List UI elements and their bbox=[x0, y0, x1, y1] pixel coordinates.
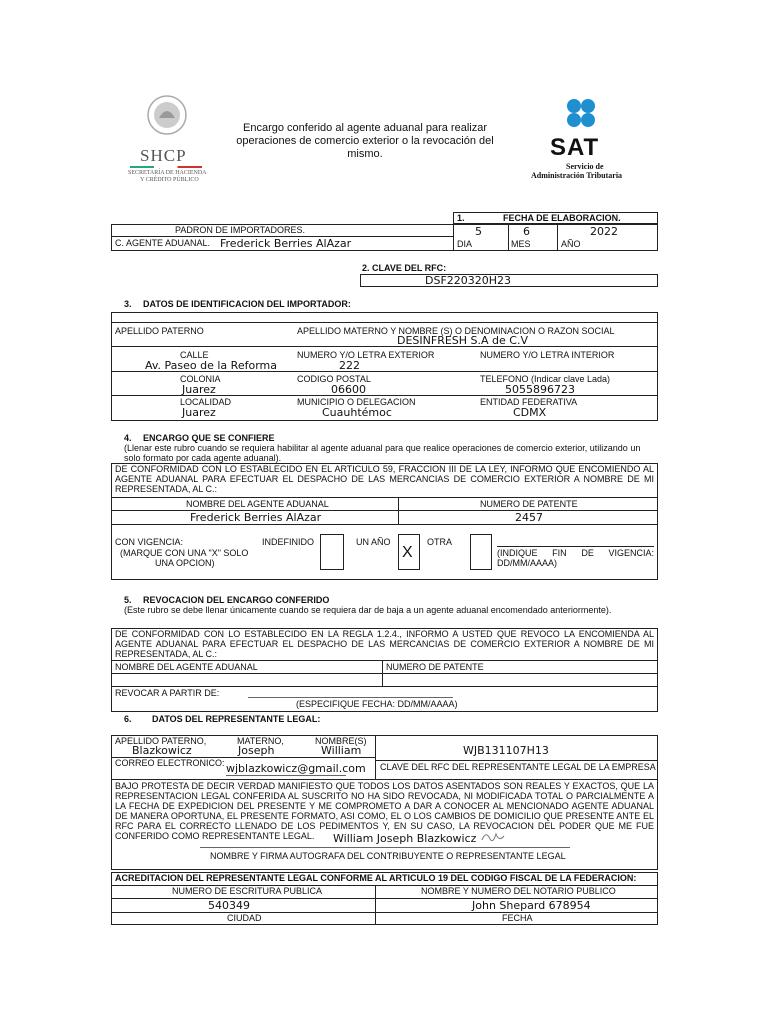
section3-num: 3. bbox=[124, 299, 132, 309]
section1-num: 1. bbox=[457, 213, 465, 223]
encargo-col-divider bbox=[398, 497, 399, 524]
sat-subtitle-2: Administración Tributaria bbox=[531, 171, 623, 180]
encargo-statement: DE CONFORMIDAD CON LO ESTABLECIDO EN EL ARTICULO 59, FRACCION III DE LA LEY, INFORMO QUE ENCOMIENDO AL AGENTE ADUANAL PARA EFECTUAR EL DESPACHO DE LAS MERCANCIAS DE COMERCIO EXTERIOR A NOMBRE DE MI REPRESENTADA, AL C.: bbox=[115, 464, 654, 494]
ano-value[interactable]: 2022 bbox=[590, 225, 618, 238]
otra-label: OTRA bbox=[427, 537, 453, 547]
title-line-3: mismo. bbox=[347, 148, 383, 160]
dia-label: DIA bbox=[457, 239, 473, 249]
un-ano-mark: X bbox=[402, 544, 413, 561]
acred-col-divider bbox=[375, 885, 376, 925]
section6-heading: DATOS DEL REPRESENTANTE LEGAL: bbox=[152, 714, 321, 724]
revocacion-line-2 bbox=[111, 673, 658, 674]
fecha-heading: FECHA DE ELABORACION. bbox=[503, 213, 621, 223]
paterno-value[interactable]: Blazkowicz bbox=[132, 744, 192, 757]
encargo-nombre-value[interactable]: Frederick Berries AlAzar bbox=[190, 511, 322, 524]
section4-num: 4. bbox=[124, 433, 132, 443]
localidad-value[interactable]: Juarez bbox=[182, 406, 216, 419]
especifique-label: (ESPECIFIQUE FECHA: DD/MM/AAAA) bbox=[296, 699, 458, 709]
encargo-line-3 bbox=[111, 524, 658, 525]
encargo-patente-value[interactable]: 2457 bbox=[515, 511, 543, 524]
mes-ano-divider bbox=[557, 224, 558, 251]
revocacion-col-divider bbox=[382, 660, 383, 686]
title-line-2: operaciones de comercio exterior o la revocación del bbox=[236, 135, 494, 147]
document-title bbox=[225, 122, 505, 161]
revocacion-line-1 bbox=[111, 660, 658, 661]
materno-label: MATERNO, bbox=[237, 736, 284, 746]
calle-value[interactable]: Av. Paseo de la Reforma bbox=[145, 359, 277, 372]
row-line-1 bbox=[111, 322, 658, 323]
sat-dots-icon bbox=[566, 98, 606, 138]
razon-social-value[interactable]: DESINFRESH S.A de C.V bbox=[397, 334, 528, 347]
revocacion-statement: DE CONFORMIDAD CON LO ESTABLECIDO EN LA REGLA 1.2.4., INFORMO A USTED QUE REVOCO LA ENCOMIENDA AL AGENTE ADUANAL PARA EFECTUAR EL DESPACHO DE LAS MERCANCIAS DE COMERCIO EXTERIOR A NOMBRE DE MI REPRESENTADA, AL C.: bbox=[115, 629, 654, 659]
calle-label: CALLE bbox=[180, 350, 209, 360]
un-ano-label: UN AÑO bbox=[356, 537, 391, 547]
revocacion-nombre-label: NOMBRE DEL AGENTE ADUANAL bbox=[115, 662, 258, 672]
indefinido-checkbox[interactable] bbox=[320, 534, 344, 570]
rfc-rep-value[interactable]: WJB131107H13 bbox=[463, 744, 549, 757]
acreditacion-heading: ACREDITACION DEL REPRESENTANTE LEGAL CONFORME AL ARTICULO 19 DEL CODIGO FISCAL DE LA FEDERACION: bbox=[115, 873, 637, 883]
cp-value[interactable]: 06600 bbox=[331, 383, 366, 396]
telefono-value[interactable]: 5055896723 bbox=[505, 383, 575, 396]
signature-icon bbox=[480, 830, 506, 844]
num-ext-label: NUMERO Y/O LETRA EXTERIOR bbox=[297, 350, 435, 360]
entidad-label: ENTIDAD FEDERATIVA bbox=[480, 397, 578, 407]
mexico-coat-of-arms-icon bbox=[147, 94, 187, 136]
revocar-label: REVOCAR A PARTIR DE: bbox=[115, 688, 220, 698]
telefono-label: TELEFONO (Indicar clave Lada) bbox=[480, 374, 611, 384]
num-int-label: NUMERO Y/O LETRA INTERIOR bbox=[480, 350, 615, 360]
rfc-heading: 2. CLAVE DEL RFC: bbox=[362, 263, 447, 273]
rfc-value[interactable]: DSF220320H23 bbox=[425, 274, 512, 287]
materno-value[interactable]: Joseph bbox=[238, 744, 275, 757]
section6-num: 6. bbox=[124, 714, 132, 724]
colonia-label: COLONIA bbox=[180, 374, 221, 384]
clave-rfc-label: CLAVE DEL RFC DEL REPRESENTANTE LEGAL DE LA EMPRESA bbox=[380, 762, 656, 772]
acred-line-3 bbox=[111, 912, 658, 913]
entidad-value[interactable]: CDMX bbox=[513, 406, 547, 419]
shcp-divider bbox=[130, 166, 202, 168]
shcp-logo bbox=[122, 92, 212, 182]
correo-value[interactable]: wjblazkowicz@gmail.com bbox=[226, 762, 366, 775]
padron-label: PADRON DE IMPORTADORES. bbox=[175, 225, 306, 235]
rep-row-line-3 bbox=[111, 779, 658, 780]
mes-value[interactable]: 6 bbox=[523, 225, 530, 238]
nombres-label: NOMBRE(S) bbox=[315, 736, 367, 746]
shcp-logo-text: SHCP bbox=[140, 146, 187, 165]
sat-logo bbox=[528, 96, 643, 186]
colonia-value[interactable]: Juarez bbox=[182, 383, 216, 396]
title-line-1: Encargo conferido al agente aduanal para realizar bbox=[243, 122, 487, 134]
revocacion-line-3 bbox=[111, 686, 658, 687]
agente-label: C. AGENTE ADUANAL. bbox=[115, 238, 211, 248]
sat-subtitle-1: Servicio de bbox=[566, 162, 604, 171]
revocar-line bbox=[248, 697, 453, 698]
section5-heading: REVOCACION DEL ENCARGO CONFERIDO bbox=[143, 595, 330, 605]
rep-col-divider bbox=[375, 735, 376, 779]
ciudad-label: CIUDAD bbox=[227, 913, 262, 923]
notario-label: NOMBRE Y NUMERO DEL NOTARIO PUBLICO bbox=[421, 886, 616, 896]
firma-label: NOMBRE Y FIRMA AUTOGRAFA DEL CONTRIBUYENTE O REPRESENTANTE LEGAL bbox=[210, 851, 566, 861]
rep-row-line-2 bbox=[375, 760, 658, 761]
vigencia-label: CON VIGENCIA: bbox=[115, 537, 184, 547]
firma-value[interactable]: William Joseph Blazkowicz bbox=[333, 832, 477, 845]
section5-note: (Este rubro se debe llenar únicamente cuando se requiera dar de baja a un agente aduanal encomendado anteriormente). bbox=[124, 605, 612, 615]
firma-line bbox=[200, 847, 570, 848]
section5-num: 5. bbox=[124, 595, 132, 605]
shcp-subtitle-2: Y CRÉDITO PÚBLICO bbox=[140, 177, 199, 183]
fecha-label: FECHA bbox=[502, 913, 533, 923]
num-ext-value[interactable]: 222 bbox=[339, 359, 360, 372]
paterno-label: APELLIDO PATERNO, bbox=[115, 736, 207, 746]
section4-heading: ENCARGO QUE SE CONFIERE bbox=[143, 433, 275, 443]
sat-logo-text: SAT bbox=[550, 134, 600, 161]
agente-value[interactable]: Frederick Berries AlAzar bbox=[220, 237, 352, 250]
row-line-2 bbox=[111, 346, 658, 347]
revocacion-patente-label: NUMERO DE PATENTE bbox=[386, 662, 484, 672]
apellido-materno-label: APELLIDO MATERNO Y NOMBRE (S) O DENOMINACION O RAZON SOCIAL bbox=[297, 326, 615, 336]
section4-note: (Llenar este rubro cuando se requiera habilitar al agente aduanal para que realice operaciones de comercio exterior, utilizando un solo formato por cada agente aduanal). bbox=[124, 443, 641, 463]
section3-heading: DATOS DE IDENTIFICACION DEL IMPORTADOR: bbox=[143, 299, 351, 309]
correo-label: CORREO ELECTRONICO: bbox=[115, 758, 225, 768]
protesta-text: BAJO PROTESTA DE DECIR VERDAD MANIFIESTO QUE TODOS LOS DATOS ASENTADOS SON REALES Y EXACTOS, QUE LA REPRESENTACION LEGAL CONFERIDA AL SUSCRITO NO HA SIDO REVOCADA, NI MODIFICADA TOTAL O PARCIALMENTE A LA FECHA DE EXPEDICION DEL PRESENTE Y ME COMPROMETO A DAR A CONOCER AL MENCIONADO AGENTE ADUANAL DE MANERA OPORTUNA, EL PRESENTE FORMATO, ASI COMO, EL O LOS CAMBIOS DE DOMICILIO QUE PRESENTE ANTE EL RFC PARA EL CORRECTO LLENADO DE LOS PEDIMENTOS Y, EN SU CASO, LA REVOCACION DEL PODER QUE ME FUE CONFERIDO COMO REPRESENTANTE LEGAL. bbox=[115, 781, 654, 841]
encargo-line-1 bbox=[111, 497, 658, 498]
localidad-label: LOCALIDAD bbox=[180, 397, 232, 407]
fecha-divider bbox=[453, 224, 454, 251]
dia-value[interactable]: 5 bbox=[475, 225, 482, 238]
escritura-label: NUMERO DE ESCRITURA PUBLICA bbox=[172, 886, 323, 896]
otra-checkbox[interactable] bbox=[470, 534, 492, 570]
encargo-nombre-label: NOMBRE DEL AGENTE ADUANAL bbox=[186, 499, 329, 509]
municipio-label: MUNICIPIO O DELEGACION bbox=[297, 397, 416, 407]
marque-label: (MARQUE CON UNA "X" SOLO bbox=[120, 548, 249, 558]
shcp-subtitle-1: SECRETARÍA DE HACIENDA bbox=[128, 170, 207, 176]
mes-label: MES bbox=[511, 239, 531, 249]
notario-value[interactable]: John Shepard 678954 bbox=[472, 899, 591, 912]
municipio-value[interactable]: Cuauhtémoc bbox=[322, 406, 392, 419]
correo-line bbox=[226, 775, 346, 776]
marque-label-2: UNA OPCION) bbox=[155, 558, 215, 568]
ano-label: AÑO bbox=[561, 239, 581, 249]
escritura-value[interactable]: 540349 bbox=[208, 899, 250, 912]
indique-label: (INDIQUE FIN DE VIGENCIA: DD/MM/AAAA) bbox=[497, 548, 654, 568]
cp-label: CODIGO POSTAL bbox=[297, 374, 371, 384]
nombre-value[interactable]: William bbox=[321, 744, 362, 757]
vigencia-line bbox=[497, 546, 654, 547]
apellido-paterno-label: APELLIDO PATERNO bbox=[115, 326, 204, 336]
encargo-patente-label: NUMERO DE PATENTE bbox=[480, 499, 578, 509]
indefinido-label: INDEFINIDO bbox=[262, 537, 315, 547]
dia-mes-divider bbox=[508, 224, 509, 251]
